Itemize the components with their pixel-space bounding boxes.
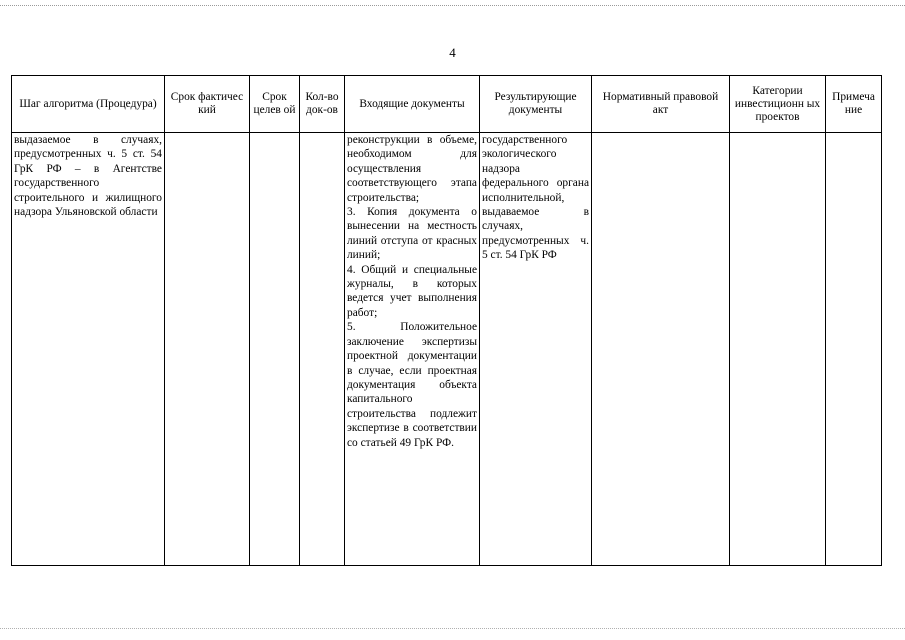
cell-incoming-documents (345, 133, 480, 566)
header-normative-act: Нормативный правовой акт (592, 76, 730, 133)
header-actual-term: Срок фактичес кий (165, 76, 250, 133)
header-resulting-documents: Результирующие документы (480, 76, 592, 133)
scan-artifact-bottom (0, 628, 905, 637)
header-note: Примеча ние (826, 76, 882, 133)
procedure-table (11, 75, 882, 566)
header-target-term: Срок целев ой (250, 76, 300, 133)
cell-normative-act (592, 133, 730, 566)
cell-note (826, 133, 882, 566)
cell-target-term (250, 133, 300, 566)
incoming-doc-item: реконструкции в объеме, необходимом для осуществления соответствующего этапа строительства; (347, 134, 477, 204)
cell-actual-term (165, 133, 250, 566)
header-investment-categories: Категории инвестиционн ых проектов (730, 76, 826, 133)
table-header-row (12, 76, 882, 133)
header-doc-count: Кол-во док-ов (300, 76, 345, 133)
scan-artifact-top (0, 5, 905, 14)
cell-investment-categories (730, 133, 826, 566)
cell-step: выдазаемое в случаях, предусмотренных ч. 5 ст. 54 ГрК РФ – в Агентстве государственного строительного и жилищного надзора Ульяновской области (12, 133, 165, 566)
incoming-doc-item: 4. Общий и специальные журналы, в которых ведется учет выполнения работ; (347, 263, 477, 319)
page-number: 4 (449, 45, 456, 60)
header-step: Шаг алгоритма (Процедура) (12, 76, 165, 133)
cell-doc-count (300, 133, 345, 566)
header-incoming-documents: Входящие документы (345, 76, 480, 133)
table-row (12, 133, 882, 566)
incoming-doc-item: 5. Положительное заключение экспертизы проектной документации в случае, если проектная документация объекта капитального строительства подлежит экспертизе в соответствии со статьей 49 ГрК РФ. (347, 321, 477, 449)
incoming-doc-item: 3. Копия документа о вынесении на местность линий отступа от красных линий; (347, 206, 477, 262)
cell-resulting-documents: государственного экологического надзора федерального органа исполнительной, выдаваемое в случаях, предусмотренных ч. 5 ст. 54 ГрК РФ (480, 133, 592, 566)
